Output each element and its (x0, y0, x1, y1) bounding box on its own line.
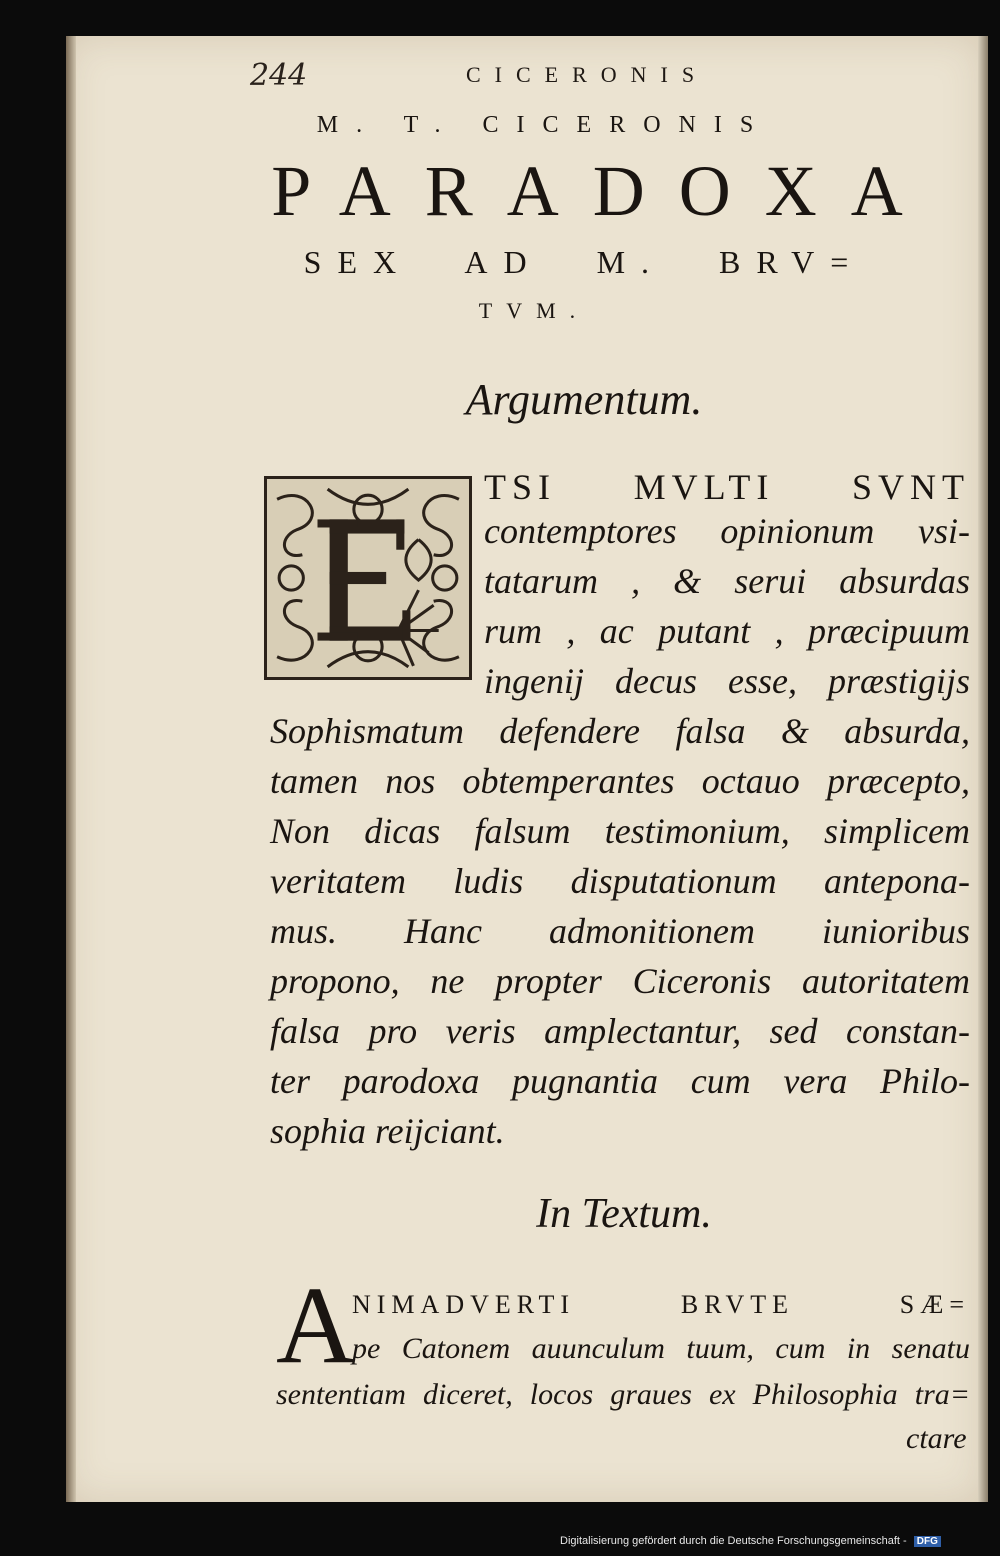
text-line: ingenij decus esse, præstigijs (484, 661, 970, 701)
text-line: falsa pro veris amplectantur, sed constan- (270, 1011, 970, 1051)
subtitle-line: SEX AD M. BRV= (303, 244, 865, 280)
floral-ornament-icon (267, 479, 469, 677)
argumentum-heading: Argumentum. (465, 375, 703, 424)
text-line: tatarum , & serui absurdas (484, 561, 970, 601)
text-line: sententiam diceret, locos graues ex Philosophia tra= (276, 1378, 970, 1411)
subtitle-line-2: TVM. (478, 298, 590, 323)
page-gutter-edge (66, 36, 76, 1502)
text-line: tamen nos obtemperantes octauo præcepto, (270, 761, 970, 801)
text-line: sophia reijciant. (270, 1111, 505, 1151)
text-line: ter parodoxa pugnantia cum vera Philo- (270, 1061, 970, 1101)
funding-footer (560, 1535, 1000, 1553)
text-line: Sophismatum defendere falsa & absurda, (270, 711, 970, 751)
running-title: CICERONIS (466, 62, 709, 87)
book-page (66, 36, 982, 1502)
dfg-logo-icon: DFG (914, 1536, 941, 1547)
catchword: ctare (906, 1422, 967, 1455)
author-line: M. T. CICERONIS (316, 112, 772, 138)
running-head (66, 58, 982, 98)
text-line: contemptores opinionum vsi- (484, 511, 970, 551)
initial-letter: A (276, 1264, 356, 1386)
textum-heading: In Textum. (536, 1191, 712, 1237)
funding-text: Digitalisierung gefördert durch die Deutsche Forschungsgemeinschaft - (560, 1535, 907, 1547)
text-line: propono, ne propter Ciceronis autoritatem (270, 961, 970, 1001)
page-number: 244 (250, 58, 308, 93)
decorated-initial (264, 476, 472, 680)
text-line: TSI MVLTI SVNT (484, 467, 970, 507)
text-line: Non dicas falsum testimonium, simplicem (270, 811, 970, 851)
text-line: rum , ac putant , præcipuum (484, 611, 970, 651)
text-line: NIMADVERTI BRVTE SÆ= (352, 1290, 970, 1319)
text-line: mus. Hanc admonitionem iunioribus (270, 911, 970, 951)
work-title: PARADOXA (271, 151, 937, 231)
text-line: veritatem ludis disputationum antepona- (270, 861, 970, 901)
text-line: pe Catonem auunculum tuum, cum in senatu (352, 1332, 970, 1365)
page-fore-edge (978, 36, 988, 1502)
